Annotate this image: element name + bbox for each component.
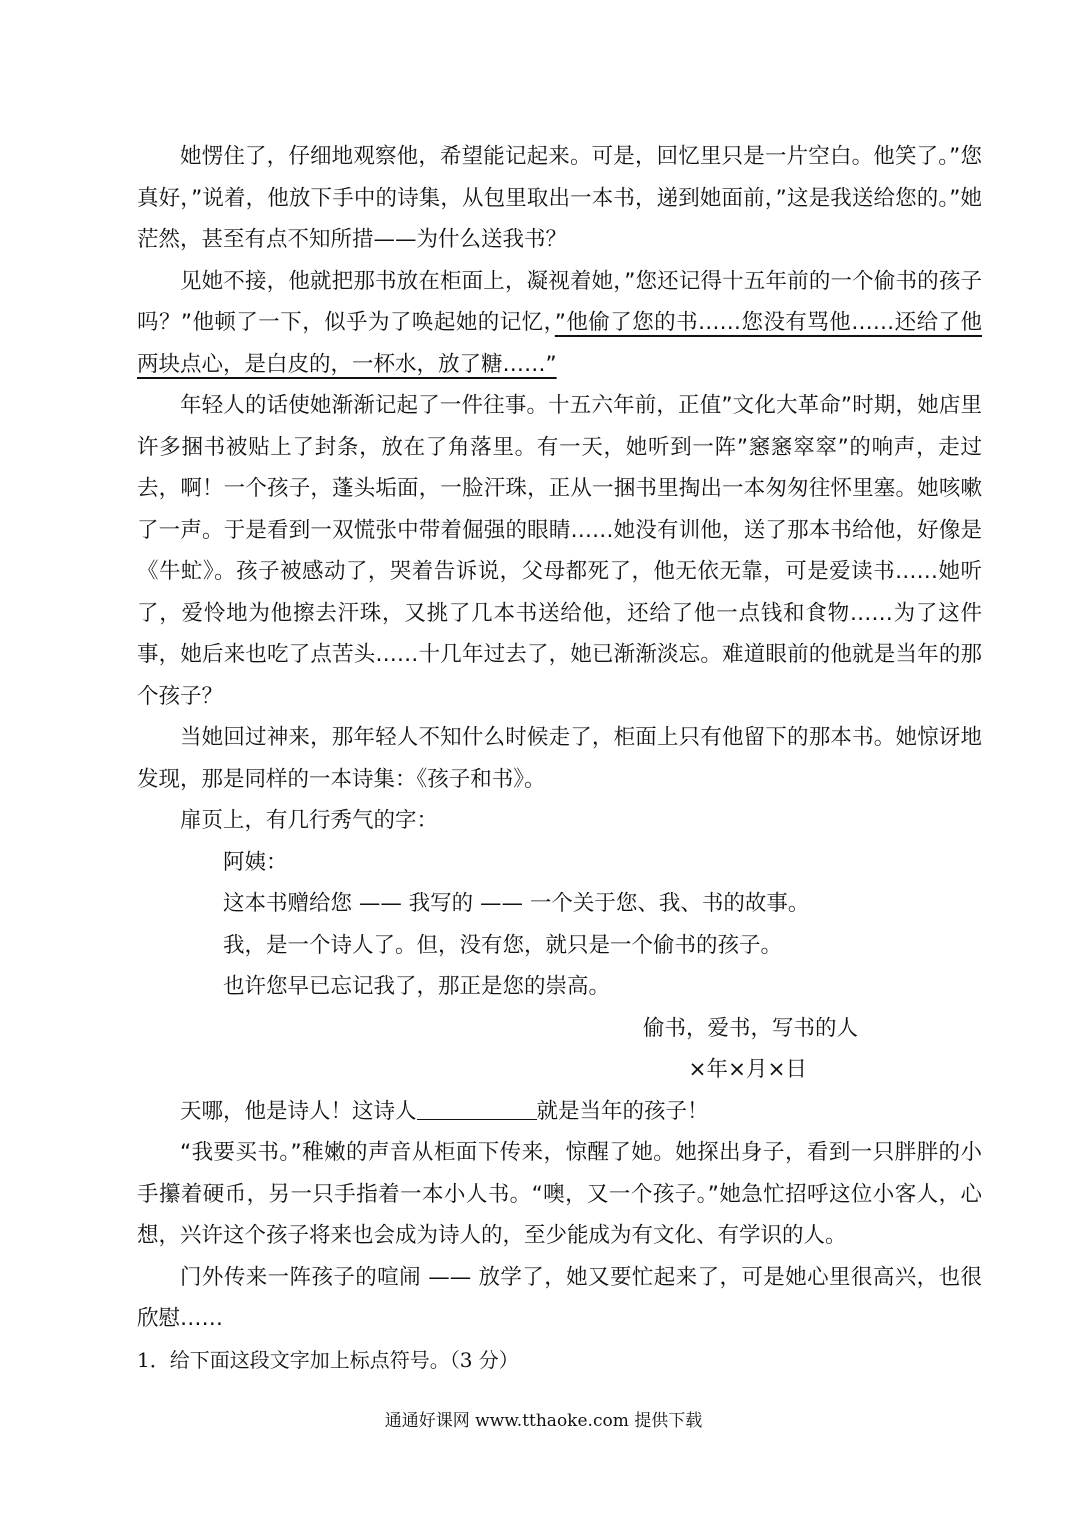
realization-text-a: 天哪，他是诗人！这诗人 <box>180 1098 417 1124</box>
question-1: 1．给下面这段文字加上标点符号。（3 分） <box>137 1347 519 1372</box>
paragraph-discovery: 当她回过神来，那年轻人不知什么时候走了，柜面上只有他留下的那本书。她惊讶地发现，那是同样的一本诗集：《孩子和书》。 <box>137 725 982 792</box>
paragraph-gift-text: 见她不接，他就把那书放在柜面上，凝视着她，”您还记得十五年前的一个偷书的孩子吗？”他顿了一下，似乎为了唤起她的记忆， <box>137 268 982 335</box>
paragraph-new-child: “我要买书。”稚嫩的声音从柜面下传来，惊醒了她。她探出身子，看到一只胖胖的小手攥着硬币，另一只手指着一本小人书。“噢，又一个孩子。”她急忙招呼这位小客人，心想，兴许这个孩子将来也会成为诗人的，至少能成为有文化、有学识的人。 <box>137 1140 982 1248</box>
letter-signature: 偷书，爱书，写书的人 <box>642 1015 858 1041</box>
letter-greeting: 阿姨： <box>223 849 288 875</box>
letter-line-2: 我，是一个诗人了。但，没有您，就只是一个偷书的孩子。 <box>223 932 783 958</box>
paragraph-memory: 年轻人的话使她渐渐记起了一件往事。十五六年前，正值”文化大革命”时期，她店里许多捆书被贴上了封条，放在了角落里。有一天，她听到一阵”窸窸窣窣”的响声，走过去，啊！一个孩子，蓬头垢面，一脸汗珠，正从一捆书里掏出一本匆匆往怀里塞。她咳嗽了一声。于是看到一双慌张中带着倔强的眼睛……她没有训他，送了那本书给他，好像是《牛虻》。孩子被感动了，哭着告诉说，父母都死了，他无依无靠，可是爱读书……她听了，爱怜地为他擦去汗珠，又挑了几本书送给他，还给了他一点钱和食物……为了这件事，她后来也吃了点苦头……十几年过去了，她已渐渐淡忘。难道眼前的他就是当年的那个孩子？ <box>137 393 982 709</box>
paragraph-recall: 她愣住了，仔细地观察他，希望能记起来。可是，回忆里只是一片空白。他笑了。”您真好，”说着，他放下手中的诗集，从包里取出一本书，递到她面前，”这是我送给您的。”她茫然，甚至有点不知所措——为什么送我书？ <box>137 144 982 252</box>
page-footer: 通通好课网 www.tthaoke.com 提供下载 <box>384 1411 703 1431</box>
underlined-quote: ”他偷了您的书……您没有骂他……还给了他两块点心，是白皮的，一杯水，放了糖……” <box>137 310 983 377</box>
paragraph-gift <box>137 261 982 386</box>
story-body <box>137 136 982 1381</box>
realization-text-b: 就是当年的孩子！ <box>536 1098 709 1124</box>
letter-line-1: 这本书赠给您 —— 我写的 —— 一个关于您、我、书的故事。 <box>223 891 810 916</box>
paragraph-realization <box>137 1091 982 1133</box>
letter-date: ×年×月×日 <box>688 1057 807 1082</box>
fill-in-blank[interactable] <box>417 1099 537 1120</box>
letter-line-3: 也许您早已忘记我了，那正是您的崇高。 <box>223 974 611 999</box>
paragraph-flyleaf: 扉页上，有几行秀气的字： <box>180 808 439 833</box>
paragraph-ending: 门外传来一阵孩子的喧闹 —— 放学了，她又要忙起来了，可是她心里很高兴，也很欣慰…… <box>137 1264 982 1331</box>
